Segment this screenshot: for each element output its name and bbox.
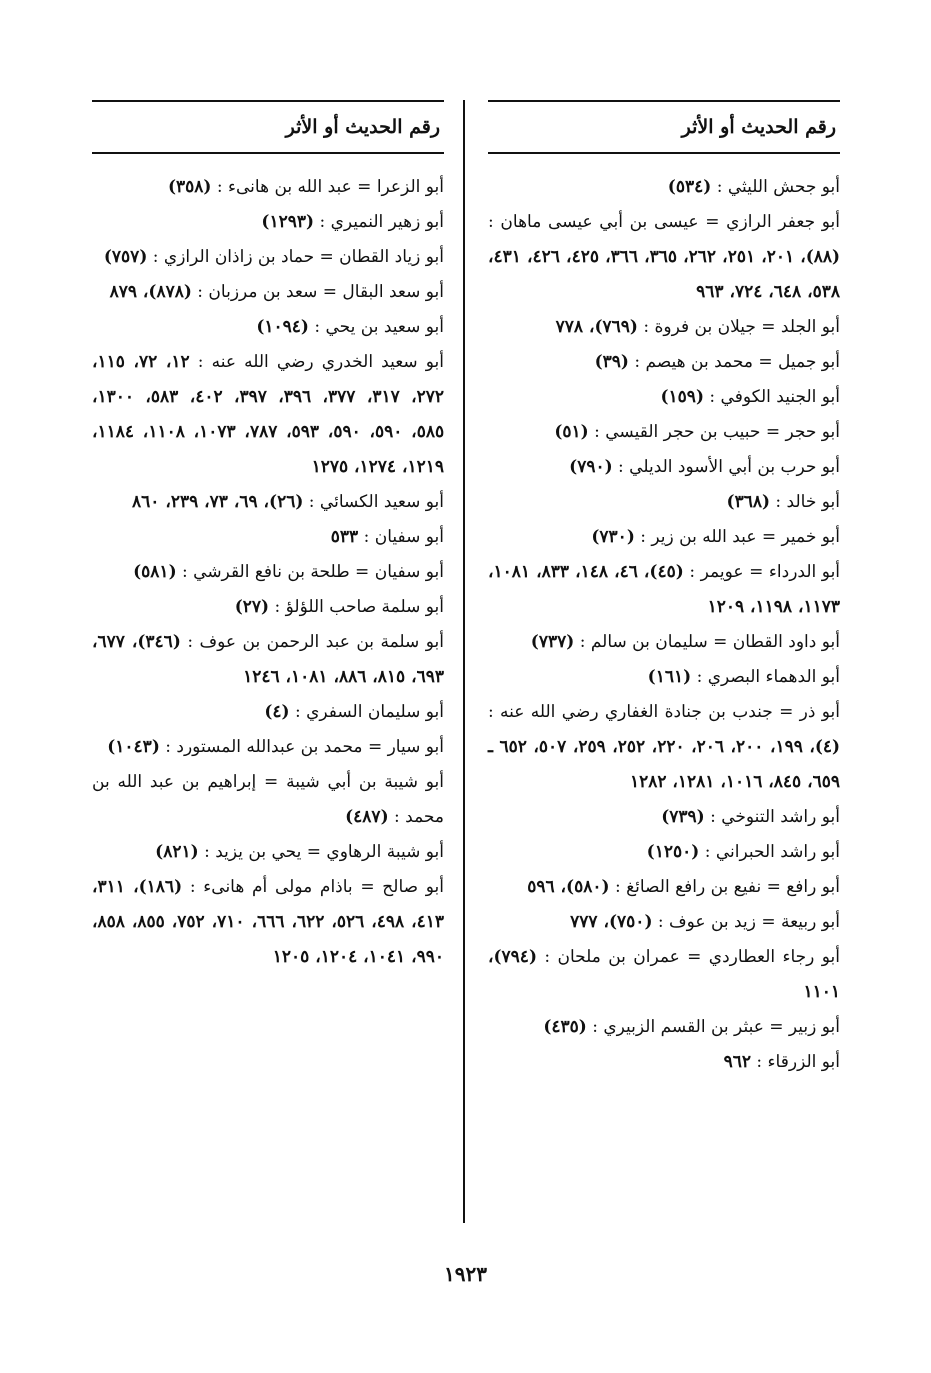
index-entry <box>92 170 444 205</box>
index-entry <box>92 205 444 240</box>
entry-references: (٧٥٧) <box>103 247 148 267</box>
entry-references: (٧٥٠)، ٧٧٧ <box>570 912 653 932</box>
entry-references: (٤)، ١٩٩، ٢٠٠، ٢٠٦، ٢٢٠، ٢٥٢، ٢٥٩، ٥٠٧، ٦٥٢ ـ ٦٥٩، ٨٤٥، ١٠١٦، ١٢٨١، ١٢٨٢ <box>488 737 841 792</box>
entry-references: (٣٤٦)، ٦٧٧، ٦٩٣، ٨١٥، ٨٨٦، ١٠٨١، ١٢٤٦ <box>92 632 444 687</box>
index-entry <box>488 485 840 520</box>
index-entry <box>488 555 840 625</box>
index-entry <box>488 450 840 485</box>
entry-references: (٢٦)، ٦٩، ٧٣، ٢٣٩، ٨٦٠ <box>132 492 304 512</box>
column-divider <box>463 100 465 1223</box>
entry-name: أبو سعد البقال = سعد بن مرزبان : <box>197 282 444 302</box>
entry-references: (٢٧) <box>234 597 270 617</box>
entry-name: أبو حرب بن أبي الأسود الديلي : <box>618 457 840 477</box>
entry-name: أبو خالد : <box>775 492 840 512</box>
entry-name: أبو سعيد الخدري رضي الله عنه : <box>197 352 445 372</box>
entry-references: (٧٣٩) <box>661 807 705 827</box>
page-number: ١٩٢٣ <box>444 1262 487 1286</box>
entry-name: أبو رجاء العطاردي = عمران بن ملحان : <box>544 947 840 967</box>
index-entry <box>92 765 444 835</box>
index-entry <box>92 310 444 345</box>
index-entry <box>92 485 444 520</box>
entry-name: أبو صالح = باذام مولى أم هانىء : <box>189 877 445 897</box>
entry-references: ٥٣٣ <box>330 527 359 547</box>
index-entry <box>488 345 840 380</box>
index-entry <box>488 870 840 905</box>
index-entry <box>488 800 840 835</box>
index-entry <box>92 555 444 590</box>
entry-references: (٥١) <box>554 422 589 442</box>
entry-name: أبو زهير النميري : <box>319 212 444 232</box>
entry-references: (٧٩٤)، ١١٠١ <box>488 947 840 1002</box>
entry-references: (٣٦٨) <box>726 492 771 512</box>
entry-name: أبو الزرقاء : <box>756 1052 840 1072</box>
index-entry <box>488 625 840 660</box>
index-entry <box>488 310 840 345</box>
entry-name: أبو سعيد بن يحي : <box>314 317 444 337</box>
column-header-left <box>92 100 444 154</box>
entry-references: (٤٨٧) <box>345 807 389 827</box>
index-entry <box>92 345 444 485</box>
index-entry <box>488 940 840 1010</box>
entry-name: أبو جحش الليثي : <box>716 177 840 197</box>
entry-references: (٤) <box>264 702 290 722</box>
entry-references: (١٢٩٣) <box>261 212 315 232</box>
entry-references: (١٠٤٣) <box>107 737 160 757</box>
index-entry <box>92 275 444 310</box>
index-entry <box>92 590 444 625</box>
entry-name: أبو سعيد الكسائي : <box>308 492 444 512</box>
entry-references: (٣٩) <box>594 352 629 372</box>
entry-name: أبو سفيان = طلحة بن نافع القرشي : <box>182 562 444 582</box>
entry-references: (٤٣٥) <box>543 1017 587 1037</box>
index-entry <box>488 1010 840 1045</box>
entry-name: أبو زياد القطان = حماد بن زاذان الرازي : <box>152 247 444 267</box>
index-entry <box>92 730 444 765</box>
entry-name: أبو حجر = حبيب بن حجر القيسي : <box>594 422 840 442</box>
entry-name: أبو سلمة صاحب اللؤلؤ : <box>274 597 444 617</box>
entry-references: (٧٦٩)، ٧٧٨ <box>555 317 638 337</box>
index-entry <box>92 695 444 730</box>
entry-name: أبو شيبة الرهاوي = يحي بن يزيد : <box>204 842 444 862</box>
index-entry <box>488 905 840 940</box>
entry-name: أبو الدرداء = عويمر : <box>689 562 841 582</box>
entry-name: أبو ربيعة = زيد بن عوف : <box>657 912 840 932</box>
index-entry <box>92 870 444 975</box>
entry-references: (٧٣٧) <box>530 632 575 652</box>
entry-name: أبو الجلد = جيلان بن فروة : <box>643 317 840 337</box>
entry-name: أبو سيار = محمد بن عبدالله المستورد : <box>165 737 444 757</box>
entry-name: أبو سليمان السفري : <box>294 702 444 722</box>
entry-name: أبو الزعرا = عبد الله بن هانىء : <box>216 177 444 197</box>
index-entry <box>488 205 840 310</box>
entry-references: (١٦١) <box>647 667 692 687</box>
entry-name: أبو داود القطان = سليمان بن سالم : <box>579 632 840 652</box>
entry-references: (٨٨)، ٢٠١، ٢٥١، ٢٦٢، ٣٦٥، ٣٦٦، ٤٢٥، ٤٢٦، ٤٣١، ٥٣٨، ٦٤٨، ٧٢٤، ٩٦٣ <box>488 247 841 302</box>
entry-references: (٥٨٠)، ٥٩٦ <box>527 877 610 897</box>
index-entry <box>488 660 840 695</box>
entry-name: أبو زبير = عبثر بن القسم الزبيري : <box>592 1017 840 1037</box>
index-entry <box>488 415 840 450</box>
entry-name: أبو سلمة بن عبد الرحمن بن عوف : <box>187 632 445 652</box>
entry-references: (١٨٦)، ٣١١، ٤١٣، ٤٩٨، ٥٢٦، ٦٢٢، ٦٦٦، ٧١٠، ٧٥٢، ٨٥٥، ٨٥٨، ٩٩٠، ١٠٤١، ١٢٠٤، ١٢٠٥ <box>92 877 445 967</box>
entry-references: (٧٩٠) <box>569 457 613 477</box>
index-entry <box>92 835 444 870</box>
entry-references: (٥٨١) <box>133 562 177 582</box>
entry-name: أبو ذر = جندب بن جنادة الغفاري رضي الله عنه : <box>488 702 840 722</box>
index-entry <box>92 520 444 555</box>
index-column-right <box>488 100 840 1080</box>
index-entry <box>488 170 840 205</box>
entry-references: (٨٢١) <box>155 842 199 862</box>
entry-list-right <box>488 170 840 1080</box>
entry-references: (١٠٩٤) <box>256 317 309 337</box>
entry-references: (٧٣٠) <box>591 527 635 547</box>
index-entry <box>92 240 444 275</box>
index-entry <box>488 695 840 800</box>
index-entry <box>92 625 444 695</box>
entry-list-left <box>92 170 444 975</box>
index-column-left <box>92 100 444 975</box>
index-entry <box>488 835 840 870</box>
entry-name: أبو جعفر الرازي = عيسى بن أبي عيسى ماهان : <box>488 212 840 232</box>
entry-name: أبو راشد التنوخي : <box>710 807 840 827</box>
entry-name: أبو جميل = محمد بن هيصم : <box>634 352 840 372</box>
index-entry <box>488 1045 840 1080</box>
entry-name: أبو شيبة بن أبي شيبة = إبراهيم بن عبد الله بن محمد : <box>92 772 444 827</box>
entry-name: أبو الدهماء البصري : <box>696 667 840 687</box>
column-header-right <box>488 100 840 154</box>
column-header-label: رقم الحديث أو الأثر <box>285 116 440 138</box>
entry-references: (٥٣٤) <box>667 177 712 197</box>
entry-name: أبو خمير = عبد الله بن زير : <box>640 527 840 547</box>
entry-name: أبو راشد الحبراني : <box>704 842 840 862</box>
index-entry <box>488 520 840 555</box>
entry-name: أبو الجنيد الكوفي : <box>709 387 840 407</box>
entry-references: (٣٥٨) <box>167 177 212 197</box>
entry-references: (٨٧٨)، ٨٧٩ <box>109 282 192 302</box>
entry-references: ١٢، ٧٢، ١١٥، ٢٧٢، ٣١٧، ٣٧٧، ٣٩٦، ٣٩٧، ٤٠٢، ٥٨٣، ١٣٠٠، ٥٨٥، ٥٩٠، ٥٩٠، ٥٩٣، ٧٨٧، ١٠٧٣، ١١٠٨، ١١٨٤، ١٢١٩، ١٢٧٤، ١٢٧٥ <box>92 352 445 477</box>
entry-references: (١٢٥٠) <box>646 842 700 862</box>
entry-name: أبو رافع = نفيع بن رافع الصائغ : <box>614 877 840 897</box>
entry-references: ٩٦٢ <box>723 1052 752 1072</box>
column-header-label: رقم الحديث أو الأثر <box>681 116 836 138</box>
entry-name: أبو سفيان : <box>363 527 444 547</box>
entry-references: (١٥٩) <box>660 387 704 407</box>
entry-references: (٤٥)، ٤٦، ١٤٨، ٨٣٣، ١٠٨١، ١١٧٣، ١١٩٨، ١٢٠٩ <box>488 562 840 617</box>
index-entry <box>488 380 840 415</box>
